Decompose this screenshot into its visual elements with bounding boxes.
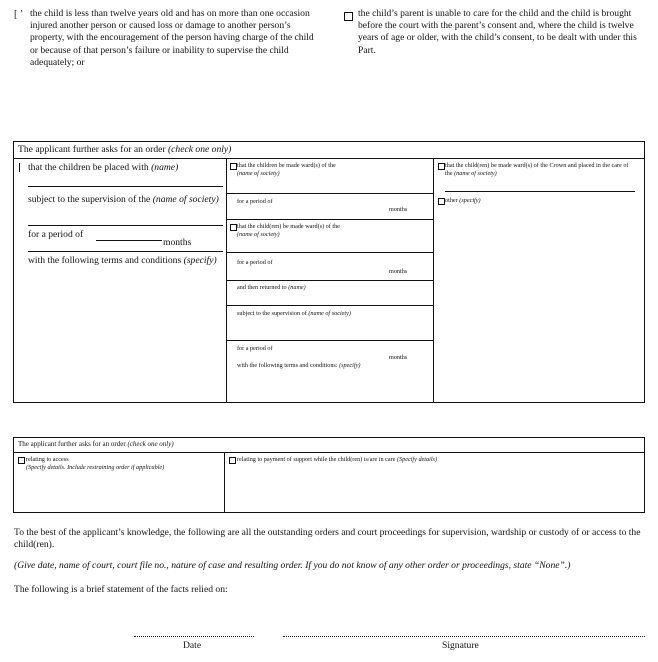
- access-text: relating to access: [26, 456, 69, 463]
- crown-ward-text: that the child(ren) be made ward(s) of the Crown and placed in the care of the: [445, 162, 629, 177]
- right-top-paragraph: the child’s parent is unable to care for the child and the child is brought before the court with the parent’s consent and, where the child is twelve years of age or older, with the child’s consent, to be dealt with under this Part.: [358, 8, 637, 56]
- col1-terms-note: (specify): [183, 255, 217, 266]
- crown-ward-checkbox[interactable]: [438, 163, 445, 170]
- col2-period1-label: for a period of: [237, 198, 273, 205]
- date-label: Date: [183, 640, 202, 651]
- order-section-header: [18, 144, 231, 156]
- placed-with-checkbox[interactable]: [19, 163, 21, 172]
- other-order-label: [445, 197, 481, 205]
- col2-months1-line[interactable]: [226, 219, 433, 220]
- knowledge-paragraph: To the best of the applicant’s knowledge, the following are all the outstanding orders and court proceedings for supervision, wardship or custody of or access to the child(ren).: [14, 527, 641, 551]
- col2-terms-label: [237, 362, 360, 370]
- access-col-divider: [224, 452, 225, 512]
- placed-with-note: (name): [151, 162, 179, 173]
- ward-society-text: that the children be made ward(s) of the: [237, 162, 336, 169]
- col1-supervision-note: (name of society): [152, 194, 219, 205]
- ward2-text: that the child(ren) be made ward(s) of the: [237, 223, 340, 230]
- access-checkbox[interactable]: [18, 457, 25, 464]
- col2-period3-label: for a period of: [237, 345, 273, 352]
- give-details-note: (Give date, name of court, court file no., nature of case and resulting order. If you do not know of any other order or proceedings, state “None”.): [14, 560, 571, 571]
- returned-label: [237, 284, 306, 292]
- other-order-checkbox[interactable]: [438, 198, 445, 205]
- statement-label: The following is a brief statement of the facts relied on:: [14, 584, 228, 595]
- ward-society-checkbox[interactable]: [230, 163, 237, 170]
- right-top-checkbox[interactable]: [344, 12, 353, 21]
- returned-note: (name): [288, 284, 306, 291]
- access-header-divider: [13, 452, 644, 453]
- subject-line[interactable]: [226, 340, 433, 341]
- crown-ward-label: [445, 162, 637, 178]
- ward2-label: [237, 223, 427, 239]
- access-note: (Specify details. Include restraining order if applicable): [26, 464, 165, 471]
- col1-supervision-text: subject to the supervision of the: [28, 194, 151, 205]
- col1-months-line[interactable]: [28, 251, 223, 252]
- col1-terms-text: with the following terms and conditions: [28, 255, 182, 266]
- col2-months1-label: months: [389, 206, 408, 213]
- col1-supervision-label: [28, 194, 220, 206]
- col1-terms-label: [28, 255, 220, 267]
- subject-label: [237, 310, 351, 318]
- subject-note: (name of society): [308, 310, 351, 317]
- col2-terms-note: (specify): [339, 362, 361, 369]
- crown-ward-line[interactable]: [445, 191, 635, 192]
- col1-months-label: months: [163, 237, 192, 248]
- access-header-text: The applicant further asks for an order: [18, 440, 126, 448]
- access-label: [26, 456, 221, 472]
- col2-months2-label: months: [389, 268, 408, 275]
- support-note: (Specify details): [396, 456, 438, 463]
- ward-society-label: [237, 162, 427, 178]
- ward2-line[interactable]: [226, 252, 433, 253]
- other-order-note: (specify): [459, 197, 481, 204]
- signature-line[interactable]: [283, 636, 645, 637]
- support-checkbox[interactable]: [229, 457, 236, 464]
- order-header-divider: [13, 158, 644, 159]
- order-header-text: The applicant further asks for an order: [18, 144, 166, 155]
- returned-line[interactable]: [226, 305, 433, 306]
- left-top-paragraph: the child is less than twelve years old and has on more than one occasion injured another person or caused loss or damage to another person’s property, with the encouragement of the person having charge of the child or because of that person’s failure or inability to supervise the child adequately; or: [30, 8, 314, 68]
- left-top-checkbox[interactable]: [ ’: [14, 9, 24, 20]
- col2-months2-line[interactable]: [226, 280, 433, 281]
- support-text: relating to payment of support while the child(ren) is/are in care: [237, 456, 396, 463]
- support-label: [237, 456, 437, 464]
- date-line[interactable]: [134, 636, 254, 637]
- ward2-note: (name of society): [237, 231, 280, 238]
- ward2-checkbox[interactable]: [230, 224, 237, 231]
- order-col-divider-2: [433, 158, 434, 402]
- ward-society-line[interactable]: [226, 193, 433, 194]
- placed-with-text: that the children be placed with: [28, 162, 149, 173]
- col2-terms-text: with the following terms and conditions:: [237, 362, 338, 369]
- col2-period2-label: for a period of: [237, 259, 273, 266]
- returned-text: and then returned to: [237, 284, 287, 291]
- other-order-text: other: [445, 197, 458, 204]
- col1-period-label: for a period of: [28, 229, 84, 240]
- crown-ward-note: (name of society): [454, 170, 497, 177]
- access-header-note: (check one only): [127, 440, 174, 448]
- col1-supervision-line[interactable]: [28, 225, 223, 226]
- placed-with-label: [28, 162, 178, 174]
- order-header-note: (check one only): [167, 144, 232, 155]
- access-section-header: [18, 440, 174, 449]
- col2-months3-label: months: [389, 354, 408, 361]
- signature-label: Signature: [442, 640, 479, 651]
- col1-period-line[interactable]: [96, 240, 162, 241]
- subject-text: subject to the supervision of: [237, 310, 307, 317]
- ward-society-note: (name of society): [237, 170, 280, 177]
- placed-with-line[interactable]: [28, 186, 223, 187]
